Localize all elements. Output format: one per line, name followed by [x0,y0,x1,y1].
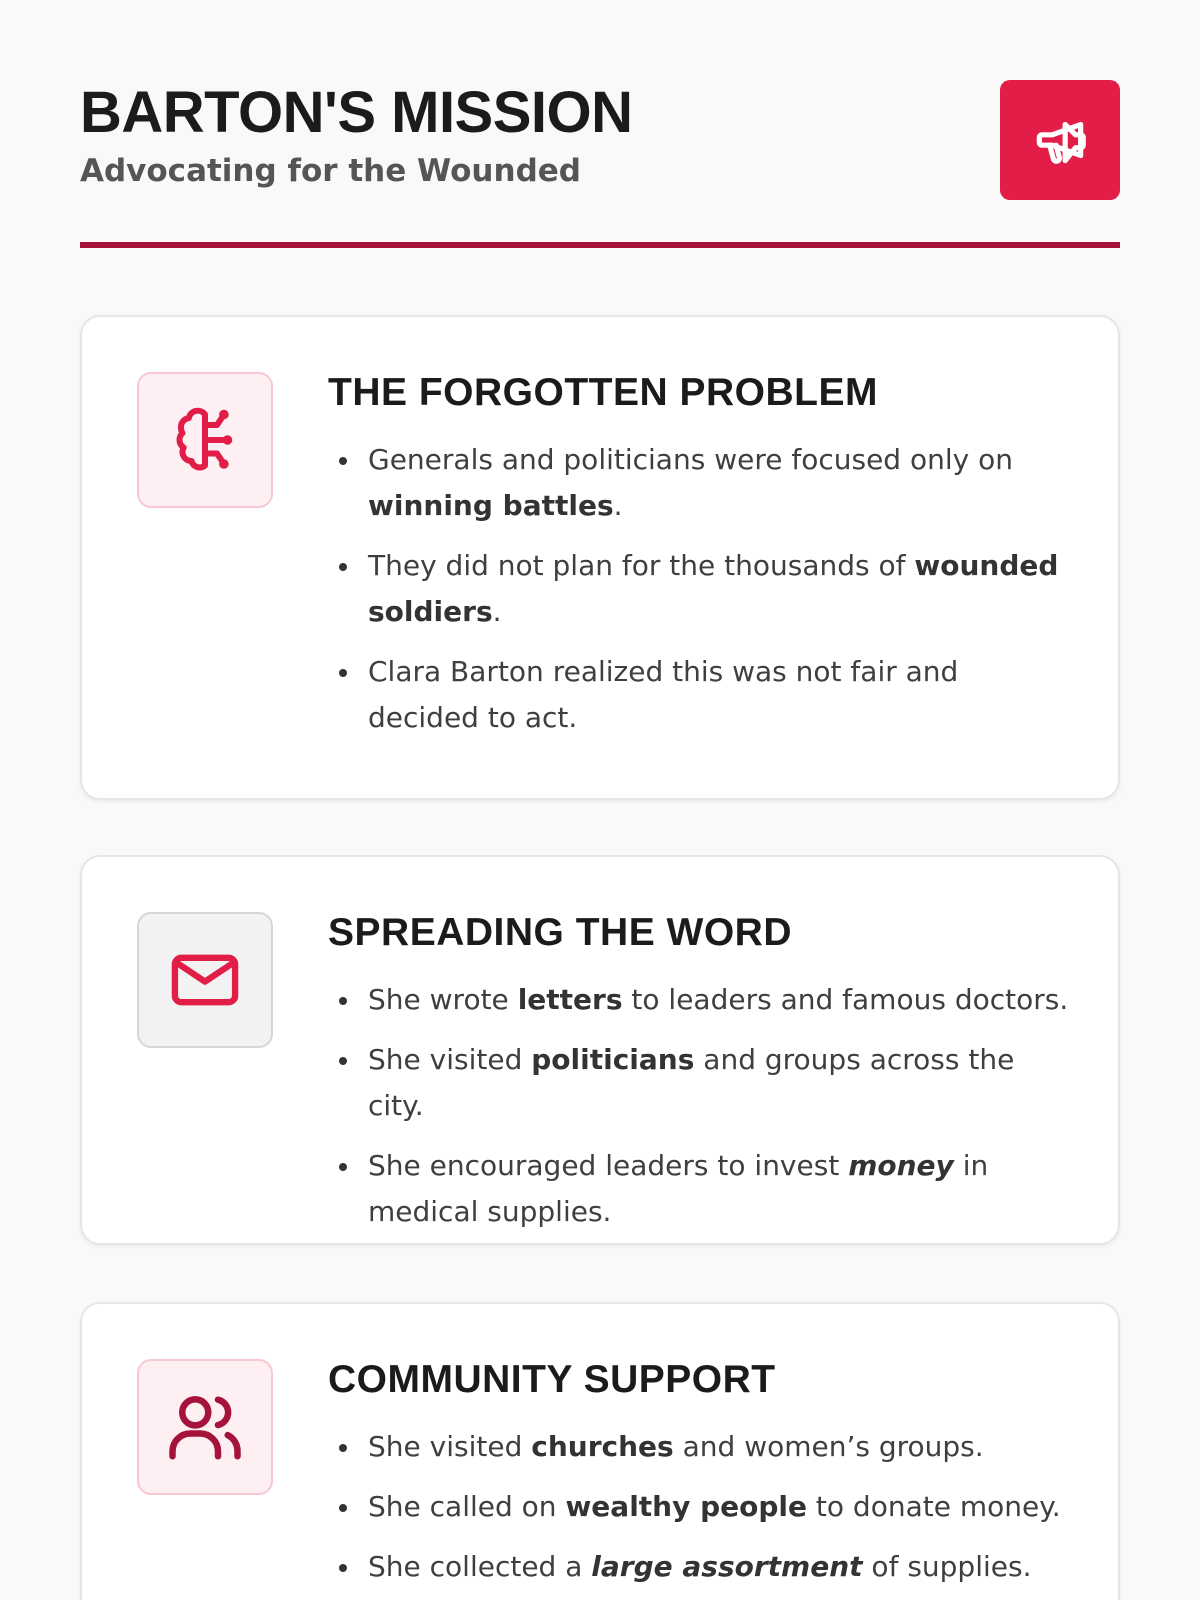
item-emphasis: churches [531,1429,674,1463]
page-subtitle: Advocating for the Wounded [80,153,581,189]
item-text: She collected a [368,1549,592,1583]
item-emphasis: money [848,1148,954,1182]
brain-icon [137,372,273,508]
item-text-end: in medical supplies. [368,1148,989,1228]
item-text: She visited [368,1042,532,1076]
card-title: SPREADING THE WORD [328,911,793,954]
item-text: They did not plan for the thousands of [368,548,915,582]
card-spreading-the-word [80,855,1120,1245]
list-item [328,977,1078,1023]
item-text: She visited [368,1429,532,1463]
list-item [328,1143,1078,1235]
list-item [328,649,1078,741]
item-emphasis: wounded soldiers [368,548,1059,628]
item-emphasis: letters [517,982,623,1016]
bullet-list [328,437,1078,741]
item-text-end: of supplies. [862,1549,1032,1583]
page-title: BARTON'S MISSION [80,80,633,145]
item-text: Clara Barton realized this was not fair and decided to act. [368,654,959,734]
card-community-support [80,1302,1120,1600]
users-icon [137,1359,273,1495]
item-text-end: to leaders and famous doctors. [622,982,1069,1016]
item-text: She wrote [368,982,518,1016]
card-title: THE FORGOTTEN PROBLEM [328,371,878,414]
item-text-end: . [613,488,623,522]
list-item [328,437,1078,529]
item-text: Generals and politicians were focused only on [368,442,1013,476]
item-emphasis: politicians [531,1042,695,1076]
card-body [328,1359,1078,1600]
list-item [328,1037,1078,1129]
item-emphasis: winning battles [368,488,614,522]
card-body [328,912,1078,1249]
item-text-end: . [492,594,502,628]
list-item [328,1484,1078,1530]
megaphone-icon [1000,80,1120,200]
item-emphasis: wealthy people [565,1489,808,1523]
item-emphasis: large assortment [591,1549,863,1583]
item-text-end: to donate money. [807,1489,1061,1523]
card-forgotten-problem [80,315,1120,800]
item-text-end: and groups across the city. [368,1042,1015,1122]
mail-icon [137,912,273,1048]
item-text-end: and women’s groups. [673,1429,984,1463]
list-item [328,1424,1078,1470]
bullet-list [328,977,1078,1235]
bullet-list [328,1424,1078,1590]
item-text: She called on [368,1489,566,1523]
item-text: She encouraged leaders to invest [368,1148,849,1182]
page-header [80,0,1120,248]
card-title: COMMUNITY SUPPORT [328,1358,776,1401]
card-body [328,372,1078,755]
list-item [328,1544,1078,1590]
list-item [328,543,1078,635]
